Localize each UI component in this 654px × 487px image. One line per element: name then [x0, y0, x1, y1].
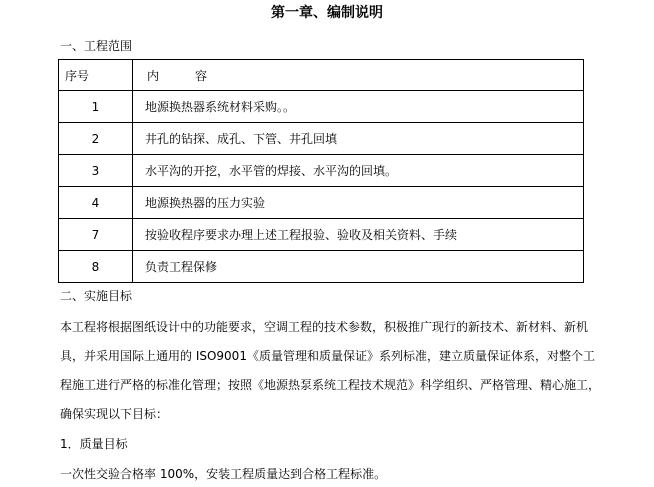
table-row	[59, 251, 584, 283]
row-number: 4	[59, 187, 133, 219]
paragraph-line: 具，并采用国际上通用的 ISO9001《质量管理和质量保证》系列标准，建立质量保证体系，对整个工	[60, 349, 595, 363]
table-header-row	[59, 60, 584, 91]
row-content: 地源换热器的压力实验	[133, 187, 584, 219]
paragraph-line: 程施工进行严格的标准化管理；按照《地源热泵系统工程技术规范》科学组织、严格管理、精心施工，	[60, 378, 601, 392]
body-paragraph	[60, 313, 640, 429]
paragraph-line: 本工程将根据图纸设计中的功能要求，空调工程的技术参数，积极推广现行的新技术、新材料、新机	[60, 320, 589, 334]
row-number: 1	[59, 91, 133, 123]
row-content: 井孔的钻探、成孔、下管、井孔回填	[133, 123, 584, 155]
row-number: 8	[59, 251, 133, 283]
scope-table	[58, 59, 584, 283]
table-row	[59, 91, 584, 123]
row-number: 7	[59, 219, 133, 251]
row-number: 2	[59, 123, 133, 155]
table-row	[59, 187, 584, 219]
quality-goal-text: 一次性交验合格率 100%，安装工程质量达到合格工程标准。	[60, 467, 387, 481]
row-number: 3	[59, 155, 133, 187]
row-content: 地源换热器系统材料采购。。	[133, 91, 584, 123]
row-content: 负责工程保修	[133, 251, 584, 283]
table-row	[59, 123, 584, 155]
paragraph-line: 确保实现以下目标：	[60, 407, 169, 421]
row-content: 水平沟的开挖，水平管的焊接、水平沟的回填。	[133, 155, 584, 187]
section-heading-goals: 二、实施目标	[60, 289, 133, 303]
column-header-no: 序号	[59, 60, 133, 91]
row-content: 按验收程序要求办理上述工程报验、验收及相关资料、手续	[133, 219, 584, 251]
section-heading-scope: 一、工程范围	[60, 39, 133, 53]
chapter-title: 第一章、编制说明	[271, 5, 383, 21]
table-row	[59, 219, 584, 251]
subheading-quality-goal: 1．质量目标	[60, 437, 128, 451]
table-row	[59, 155, 584, 187]
column-header-content: 内 容	[133, 60, 584, 91]
